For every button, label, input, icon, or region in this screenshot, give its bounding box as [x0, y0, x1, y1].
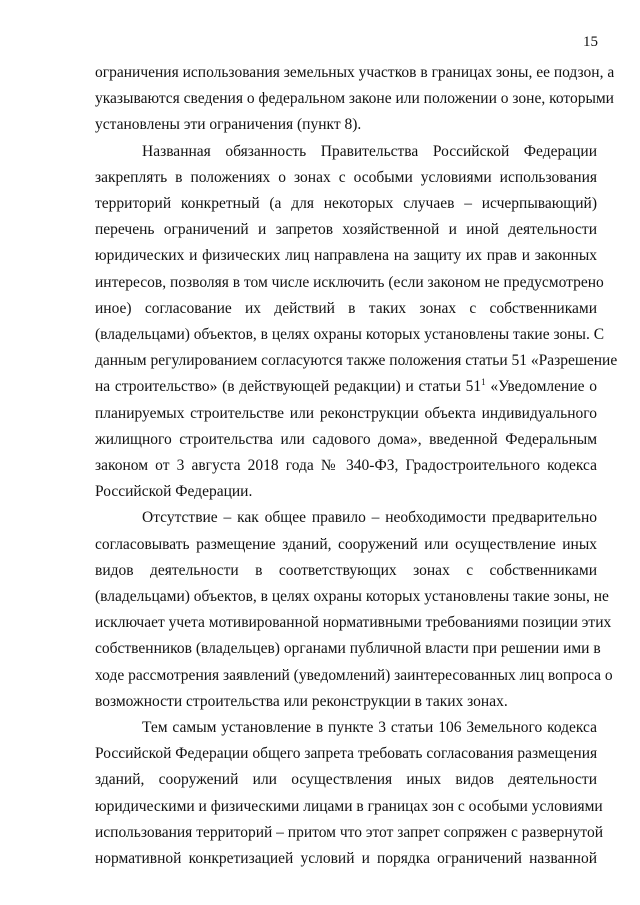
text-line: данным регулированием согласуются также положения статьи 51 «Разрешение	[95, 352, 618, 370]
text-line: перечень ограничений и запретов хозяйственной и иной деятельности	[95, 221, 597, 239]
paragraph-2	[95, 139, 618, 506]
text-line: использования территорий – притом что этот запрет сопряжен с развернутой	[95, 823, 604, 841]
text-line: юридическими и физическими лицами в границах зон с особыми условиями	[95, 797, 603, 815]
text-line: законом от 3 августа 2018 года № 340-ФЗ, Градостроительного кодекса	[95, 457, 597, 475]
text-line: жилищного строительства или садового дома», введенной Федеральным	[95, 430, 597, 448]
text-line: закреплять в положениях о зонах с особыми условиями использования	[95, 168, 597, 186]
text-line: согласовывать размещение зданий, сооружений или осуществление иных	[95, 535, 597, 553]
page-number: 15	[583, 34, 598, 50]
text-line: ограничения использования земельных участков в границах зоны, ее подзон, а	[95, 64, 615, 81]
text-line: (владельцами) объектов, в целях охраны которых установлены такие зоны, не	[95, 588, 609, 606]
text-line: юридических и физических лиц направлена на защиту их прав и законных	[95, 247, 597, 265]
text-line: Названная обязанность Правительства Российской Федерации	[142, 142, 597, 160]
text-line: указываются сведения о федеральном законе или положении о зоне, которыми	[95, 90, 614, 108]
text-line-with-superscript	[95, 374, 597, 400]
text-line: Российской Федерации общего запрета требовать согласования размещения	[95, 745, 598, 763]
line-fragment: «Уведомление о	[490, 378, 597, 396]
paragraph-1	[95, 60, 615, 139]
text-line: исключает учета мотивированной нормативными требованиями позиции этих	[95, 614, 612, 632]
text-line: Отсутствие – как общее правило – необходимости предварительно	[142, 509, 597, 527]
paragraph-4	[95, 715, 604, 872]
text-line: Российской Федерации.	[95, 483, 253, 501]
paragraph-3	[95, 505, 613, 715]
text-line: нормативной конкретизацией условий и порядка ограничений названной	[95, 850, 597, 868]
text-line: ходе рассмотрения заявлений (уведомлений) заинтересованных лиц вопроса о	[95, 666, 613, 684]
text-line: зданий, сооружений или осуществления иных видов деятельности	[95, 771, 597, 789]
text-line: установлены эти ограничения (пункт 8).	[95, 116, 362, 134]
text-line: интересов, позволяя в том числе исключить (если законом не предусмотрено	[95, 273, 604, 291]
line-fragment: на строительство» (в действующей редакции) и статьи 51	[95, 378, 482, 396]
text-line: собственников (владельцев) органами публичной власти при решении ими в	[95, 640, 601, 658]
text-line: Тем самым установление в пункте 3 статьи 106 Земельного кодекса	[142, 719, 597, 737]
text-line: возможности строительства или реконструкции в таких зонах.	[95, 692, 508, 710]
text-line: иное) согласование их действий в таких зонах с собственниками	[95, 299, 597, 317]
superscript-mark: 1	[481, 377, 486, 388]
text-line: планируемых строительстве или реконструкции объекта индивидуального	[95, 404, 597, 422]
text-line: видов деятельности в соответствующих зонах с собственниками	[95, 561, 597, 579]
text-line: территорий конкретный (а для некоторых случаев – исчерпывающий)	[95, 195, 597, 213]
text-line: (владельцами) объектов, в целях охраны которых установлены такие зоны. С	[95, 326, 605, 344]
document-body	[95, 60, 618, 872]
